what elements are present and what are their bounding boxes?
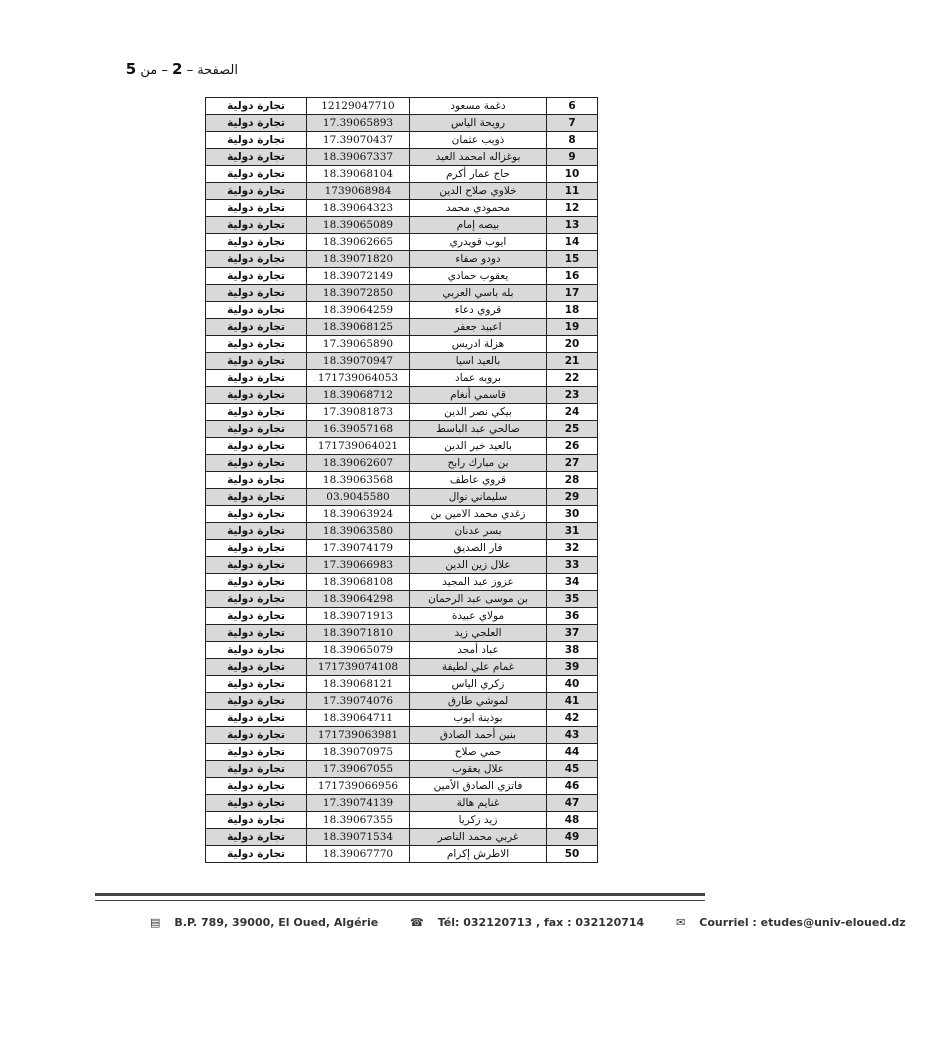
registration-number-cell: 18.39071913 — [307, 608, 410, 625]
registration-number-cell: 17.39081873 — [307, 404, 410, 421]
specialty-cell: تجارة دولية — [206, 302, 307, 319]
address-block — [150, 916, 396, 929]
student-name-cell: بن موسى عبد الرحمان — [410, 591, 547, 608]
table-row — [206, 489, 598, 506]
student-name-cell: زكري الياس — [410, 676, 547, 693]
row-number-cell: 29 — [547, 489, 598, 506]
specialty-cell: تجارة دولية — [206, 115, 307, 132]
student-name-cell: مولاي عبيدة — [410, 608, 547, 625]
specialty-cell: تجارة دولية — [206, 353, 307, 370]
registration-number-cell: 18.39065079 — [307, 642, 410, 659]
student-name-cell: بيكي نصر الدين — [410, 404, 547, 421]
table-row — [206, 540, 598, 557]
row-number-cell: 32 — [547, 540, 598, 557]
row-number-cell: 30 — [547, 506, 598, 523]
table-row — [206, 285, 598, 302]
table-row — [206, 523, 598, 540]
table-row — [206, 183, 598, 200]
row-number-cell: 36 — [547, 608, 598, 625]
table-row — [206, 421, 598, 438]
table-row — [206, 217, 598, 234]
specialty-cell: تجارة دولية — [206, 608, 307, 625]
footer-rule-thick — [95, 893, 705, 896]
student-name-cell: اعبيد جعفر — [410, 319, 547, 336]
student-name-cell: عزوز عبد المجيد — [410, 574, 547, 591]
specialty-cell: تجارة دولية — [206, 744, 307, 761]
footer-rule-thin — [95, 900, 705, 901]
row-number-cell: 26 — [547, 438, 598, 455]
specialty-cell: تجارة دولية — [206, 268, 307, 285]
specialty-cell: تجارة دولية — [206, 183, 307, 200]
row-number-cell: 34 — [547, 574, 598, 591]
table-row — [206, 387, 598, 404]
student-name-cell: علال زين الدين — [410, 557, 547, 574]
table-row — [206, 319, 598, 336]
student-name-cell: بروبه عماد — [410, 370, 547, 387]
specialty-cell: تجارة دولية — [206, 404, 307, 421]
specialty-cell: تجارة دولية — [206, 149, 307, 166]
table-row — [206, 251, 598, 268]
table-row — [206, 472, 598, 489]
table-row — [206, 846, 598, 863]
student-name-cell: العلجي زيد — [410, 625, 547, 642]
student-name-cell: بالعيد خير الدين — [410, 438, 547, 455]
row-number-cell: 33 — [547, 557, 598, 574]
specialty-cell: تجارة دولية — [206, 217, 307, 234]
row-number-cell: 7 — [547, 115, 598, 132]
student-name-cell: رويحة الياس — [410, 115, 547, 132]
registration-number-cell: 18.39070975 — [307, 744, 410, 761]
specialty-cell: تجارة دولية — [206, 761, 307, 778]
specialty-cell: تجارة دولية — [206, 693, 307, 710]
row-number-cell: 49 — [547, 829, 598, 846]
student-name-cell: زيد زكريا — [410, 812, 547, 829]
row-number-cell: 13 — [547, 217, 598, 234]
registration-number-cell: 18.39068121 — [307, 676, 410, 693]
row-number-cell: 19 — [547, 319, 598, 336]
telephone-icon: ☎ — [410, 916, 424, 929]
student-name-cell: بنين أحمد الصادق — [410, 727, 547, 744]
row-number-cell: 22 — [547, 370, 598, 387]
registration-number-cell: 171739066956 — [307, 778, 410, 795]
registration-number-cell: 18.39064298 — [307, 591, 410, 608]
table-row — [206, 302, 598, 319]
row-number-cell: 27 — [547, 455, 598, 472]
table-row — [206, 676, 598, 693]
specialty-cell: تجارة دولية — [206, 778, 307, 795]
registration-number-cell: 171739063981 — [307, 727, 410, 744]
registration-number-cell: 18.39068712 — [307, 387, 410, 404]
student-name-cell: حاج عمار أكرم — [410, 166, 547, 183]
student-name-cell: لموشي طارق — [410, 693, 547, 710]
row-number-cell: 14 — [547, 234, 598, 251]
specialty-cell: تجارة دولية — [206, 387, 307, 404]
student-name-cell: غنايم هالة — [410, 795, 547, 812]
table-row — [206, 404, 598, 421]
row-number-cell: 12 — [547, 200, 598, 217]
specialty-cell: تجارة دولية — [206, 132, 307, 149]
table-row — [206, 132, 598, 149]
current-page-number: 2 — [172, 60, 183, 78]
student-name-cell: بسر عدنان — [410, 523, 547, 540]
registration-number-cell: 171739064021 — [307, 438, 410, 455]
specialty-cell: تجارة دولية — [206, 829, 307, 846]
student-name-cell: هزلة ادريس — [410, 336, 547, 353]
registration-number-cell: 18.39072149 — [307, 268, 410, 285]
row-number-cell: 48 — [547, 812, 598, 829]
student-name-cell: فار الصديق — [410, 540, 547, 557]
specialty-cell: تجارة دولية — [206, 336, 307, 353]
student-name-cell: بن مبارك رابح — [410, 455, 547, 472]
contact-footer — [150, 916, 906, 929]
of-word: من — [140, 63, 158, 78]
registration-number-cell: 17.39067055 — [307, 761, 410, 778]
page-number-header: الصفحة – 2 – من 5 — [125, 60, 238, 78]
row-number-cell: 40 — [547, 676, 598, 693]
row-number-cell: 46 — [547, 778, 598, 795]
specialty-cell: تجارة دولية — [206, 846, 307, 863]
registration-number-cell: 1739068984 — [307, 183, 410, 200]
student-name-cell: بيصه إمام — [410, 217, 547, 234]
registration-number-cell: 18.39064323 — [307, 200, 410, 217]
registration-number-cell: 18.39065089 — [307, 217, 410, 234]
registration-number-cell: 18.39062607 — [307, 455, 410, 472]
student-name-cell: قروي دعاء — [410, 302, 547, 319]
row-number-cell: 18 — [547, 302, 598, 319]
total-pages-number: 5 — [125, 60, 137, 78]
specialty-cell: تجارة دولية — [206, 472, 307, 489]
envelope-icon: ✉ — [676, 916, 686, 929]
row-number-cell: 28 — [547, 472, 598, 489]
registration-number-cell: 18.39063580 — [307, 523, 410, 540]
table-row — [206, 625, 598, 642]
registration-number-cell: 18.39071534 — [307, 829, 410, 846]
registration-number-cell: 12129047710 — [307, 98, 410, 115]
specialty-cell: تجارة دولية — [206, 98, 307, 115]
row-number-cell: 39 — [547, 659, 598, 676]
registration-number-cell: 18.39068108 — [307, 574, 410, 591]
specialty-cell: تجارة دولية — [206, 166, 307, 183]
student-name-cell: غربي محمد الناصر — [410, 829, 547, 846]
registration-number-cell: 17.39066983 — [307, 557, 410, 574]
specialty-cell: تجارة دولية — [206, 285, 307, 302]
row-number-cell: 41 — [547, 693, 598, 710]
registration-number-cell: 17.39065890 — [307, 336, 410, 353]
table-row — [206, 591, 598, 608]
row-number-cell: 45 — [547, 761, 598, 778]
table-row — [206, 659, 598, 676]
student-name-cell: محمودي محمد — [410, 200, 547, 217]
table-row — [206, 761, 598, 778]
registration-number-cell: 16.39057168 — [307, 421, 410, 438]
registration-number-cell: 17.39074179 — [307, 540, 410, 557]
student-list-table — [205, 97, 598, 863]
registration-number-cell: 18.39071810 — [307, 625, 410, 642]
specialty-cell: تجارة دولية — [206, 795, 307, 812]
table-row — [206, 557, 598, 574]
table-row — [206, 234, 598, 251]
registration-number-cell: 171739074108 — [307, 659, 410, 676]
specialty-cell: تجارة دولية — [206, 455, 307, 472]
table-row — [206, 795, 598, 812]
footer-email: Courriel : etudes@univ-eloued.dz — [699, 916, 906, 929]
student-name-cell: بوذينة ايوب — [410, 710, 547, 727]
student-list-body — [206, 98, 598, 863]
row-number-cell: 43 — [547, 727, 598, 744]
student-name-cell: ذويب عثمان — [410, 132, 547, 149]
row-number-cell: 37 — [547, 625, 598, 642]
table-row — [206, 506, 598, 523]
specialty-cell: تجارة دولية — [206, 642, 307, 659]
student-name-cell: ايوب قويدري — [410, 234, 547, 251]
registration-number-cell: 18.39062665 — [307, 234, 410, 251]
specialty-cell: تجارة دولية — [206, 234, 307, 251]
row-number-cell: 50 — [547, 846, 598, 863]
registration-number-cell: 18.39068125 — [307, 319, 410, 336]
registration-number-cell: 18.39068104 — [307, 166, 410, 183]
registration-number-cell: 18.39070947 — [307, 353, 410, 370]
table-row — [206, 268, 598, 285]
student-name-cell: صالحي عبد الباسط — [410, 421, 547, 438]
registration-number-cell: 18.39063924 — [307, 506, 410, 523]
table-row — [206, 693, 598, 710]
table-row — [206, 727, 598, 744]
phone-block — [410, 916, 662, 929]
specialty-cell: تجارة دولية — [206, 812, 307, 829]
registration-number-cell: 17.39065893 — [307, 115, 410, 132]
row-number-cell: 10 — [547, 166, 598, 183]
student-name-cell: حمي صلاح — [410, 744, 547, 761]
row-number-cell: 16 — [547, 268, 598, 285]
specialty-cell: تجارة دولية — [206, 540, 307, 557]
specialty-cell: تجارة دولية — [206, 489, 307, 506]
student-name-cell: دغمة مسعود — [410, 98, 547, 115]
registration-number-cell: 17.39074139 — [307, 795, 410, 812]
specialty-cell: تجارة دولية — [206, 625, 307, 642]
registration-number-cell: 18.39067770 — [307, 846, 410, 863]
student-name-cell: بوغزاله امحمد العيد — [410, 149, 547, 166]
specialty-cell: تجارة دولية — [206, 506, 307, 523]
table-row — [206, 710, 598, 727]
registration-number-cell: 18.39064711 — [307, 710, 410, 727]
registration-number-cell: 18.39067355 — [307, 812, 410, 829]
table-row — [206, 608, 598, 625]
row-number-cell: 47 — [547, 795, 598, 812]
page-word: الصفحة — [197, 63, 238, 78]
table-row — [206, 812, 598, 829]
student-name-cell: زغدي محمد الامين بن — [410, 506, 547, 523]
row-number-cell: 15 — [547, 251, 598, 268]
row-number-cell: 25 — [547, 421, 598, 438]
specialty-cell: تجارة دولية — [206, 370, 307, 387]
specialty-cell: تجارة دولية — [206, 438, 307, 455]
row-number-cell: 24 — [547, 404, 598, 421]
specialty-cell: تجارة دولية — [206, 710, 307, 727]
registration-number-cell: 18.39064259 — [307, 302, 410, 319]
specialty-cell: تجارة دولية — [206, 251, 307, 268]
email-block — [676, 916, 920, 929]
student-name-cell: دودو صفاء — [410, 251, 547, 268]
registration-number-cell: 18.39063568 — [307, 472, 410, 489]
row-number-cell: 23 — [547, 387, 598, 404]
student-name-cell: عباد أمجد — [410, 642, 547, 659]
table-row — [206, 455, 598, 472]
specialty-cell: تجارة دولية — [206, 727, 307, 744]
table-row — [206, 438, 598, 455]
row-number-cell: 8 — [547, 132, 598, 149]
specialty-cell: تجارة دولية — [206, 557, 307, 574]
table-row — [206, 149, 598, 166]
student-name-cell: فاتزي الصادق الأمين — [410, 778, 547, 795]
registration-number-cell: 18.39067337 — [307, 149, 410, 166]
student-name-cell: قروي عاطف — [410, 472, 547, 489]
table-row — [206, 353, 598, 370]
registration-number-cell: 171739064053 — [307, 370, 410, 387]
table-row — [206, 166, 598, 183]
footer-address: B.P. 789, 39000, El Oued, Algérie — [174, 916, 379, 929]
specialty-cell: تجارة دولية — [206, 659, 307, 676]
student-name-cell: قاسمي أنغام — [410, 387, 547, 404]
row-number-cell: 31 — [547, 523, 598, 540]
footer-phone: Tél: 032120713 , fax : 032120714 — [437, 916, 645, 929]
table-row — [206, 115, 598, 132]
row-number-cell: 38 — [547, 642, 598, 659]
table-row — [206, 370, 598, 387]
registration-number-cell: 03.9045580 — [307, 489, 410, 506]
table-row — [206, 98, 598, 115]
student-name-cell: غمام علي لطيفة — [410, 659, 547, 676]
row-number-cell: 9 — [547, 149, 598, 166]
table-row — [206, 574, 598, 591]
row-number-cell: 44 — [547, 744, 598, 761]
row-number-cell: 17 — [547, 285, 598, 302]
registration-number-cell: 17.39074076 — [307, 693, 410, 710]
specialty-cell: تجارة دولية — [206, 319, 307, 336]
table-row — [206, 642, 598, 659]
row-number-cell: 11 — [547, 183, 598, 200]
table-row — [206, 336, 598, 353]
row-number-cell: 42 — [547, 710, 598, 727]
student-name-cell: بالعيد اسيا — [410, 353, 547, 370]
table-row — [206, 829, 598, 846]
specialty-cell: تجارة دولية — [206, 574, 307, 591]
student-name-cell: علال يعقوب — [410, 761, 547, 778]
student-name-cell: خلاوي صلاح الدين — [410, 183, 547, 200]
specialty-cell: تجارة دولية — [206, 676, 307, 693]
row-number-cell: 20 — [547, 336, 598, 353]
row-number-cell: 6 — [547, 98, 598, 115]
registration-number-cell: 17.39070437 — [307, 132, 410, 149]
student-name-cell: الاطرش إكرام — [410, 846, 547, 863]
specialty-cell: تجارة دولية — [206, 523, 307, 540]
student-name-cell: يعقوب حمادي — [410, 268, 547, 285]
registration-number-cell: 18.39072850 — [307, 285, 410, 302]
row-number-cell: 21 — [547, 353, 598, 370]
table-row — [206, 778, 598, 795]
table-row — [206, 744, 598, 761]
specialty-cell: تجارة دولية — [206, 421, 307, 438]
specialty-cell: تجارة دولية — [206, 591, 307, 608]
row-number-cell: 35 — [547, 591, 598, 608]
mailbox-icon: ▤ — [150, 916, 161, 929]
student-name-cell: سليماني نوال — [410, 489, 547, 506]
student-name-cell: بله باسي العربي — [410, 285, 547, 302]
specialty-cell: تجارة دولية — [206, 200, 307, 217]
registration-number-cell: 18.39071820 — [307, 251, 410, 268]
table-row — [206, 200, 598, 217]
